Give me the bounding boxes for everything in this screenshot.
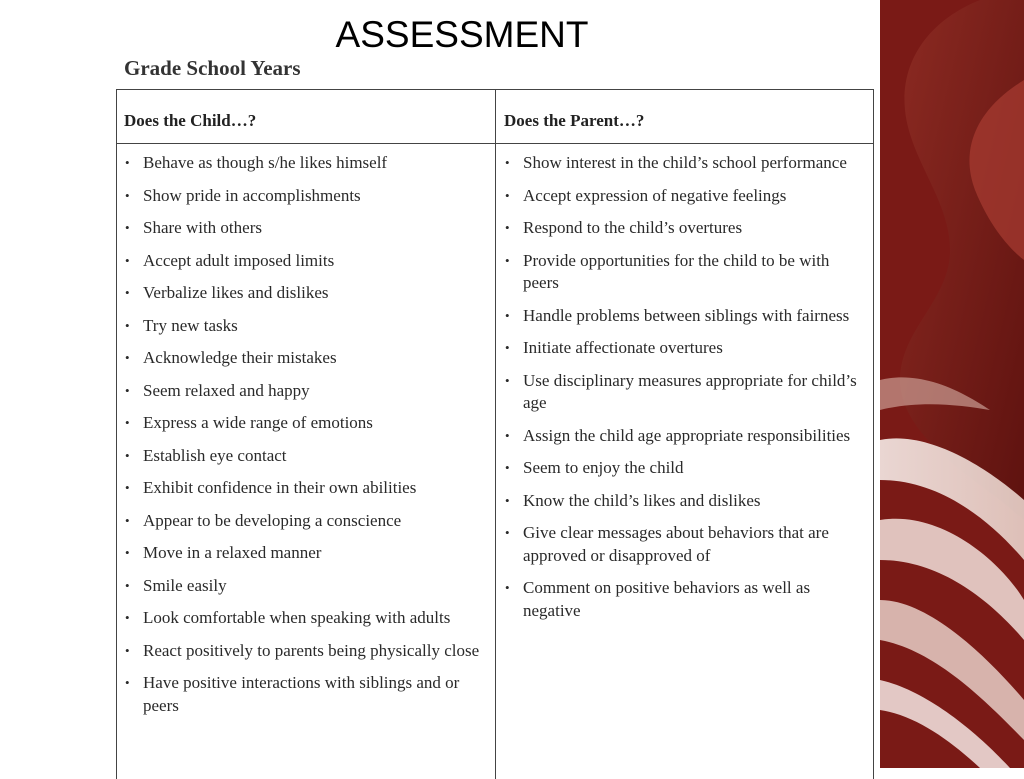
list-item: • Show interest in the child’s school performance (504, 152, 864, 175)
list-item: • Accept expression of negative feelings (504, 185, 864, 208)
child-column-header: Does the Child…? (124, 111, 257, 130)
list-item: • Share with others (124, 217, 490, 240)
parent-column-header: Does the Parent…? (504, 111, 645, 130)
list-item: • Try new tasks (124, 315, 490, 338)
assessment-table (116, 89, 874, 779)
list-item: • Initiate affectionate overtures (504, 337, 864, 360)
list-item: • Acknowledge their mistakes (124, 347, 490, 370)
list-item: • Comment on positive behaviors as well as negative (504, 577, 864, 622)
table-header-row (117, 90, 873, 144)
list-item: • Have positive interactions with siblings and or peers (124, 672, 490, 717)
list-item: • Show pride in accomplishments (124, 185, 490, 208)
list-item: • Give clear messages about behaviors that are approved or disapproved of (504, 522, 864, 567)
list-item: • Move in a relaxed manner (124, 542, 490, 565)
slide-title: ASSESSMENT (335, 14, 589, 55)
list-item: • Respond to the child’s overtures (504, 217, 864, 240)
parent-items-list (504, 152, 864, 632)
list-item: • Accept adult imposed limits (124, 250, 490, 273)
list-item: • Seem to enjoy the child (504, 457, 864, 480)
list-item: • Look comfortable when speaking with adults (124, 607, 490, 630)
list-item: • Behave as though s/he likes himself (124, 152, 490, 175)
list-item: • Appear to be developing a conscience (124, 510, 490, 533)
list-item: • Use disciplinary measures appropriate for child’s age (504, 370, 864, 415)
list-item: • Smile easily (124, 575, 490, 598)
column-divider (495, 90, 496, 779)
list-item: • Verbalize likes and dislikes (124, 282, 490, 305)
list-item: • Provide opportunities for the child to be with peers (504, 250, 864, 295)
list-item: • Seem relaxed and happy (124, 380, 490, 403)
list-item: • React positively to parents being physically close (124, 640, 490, 663)
list-item: • Know the child’s likes and dislikes (504, 490, 864, 513)
section-subtitle: Grade School Years (124, 56, 301, 80)
list-item: • Exhibit confidence in their own abilities (124, 477, 490, 500)
list-item: • Assign the child age appropriate responsibilities (504, 425, 864, 448)
list-item: • Express a wide range of emotions (124, 412, 490, 435)
list-item: • Handle problems between siblings with fairness (504, 305, 864, 328)
list-item: • Establish eye contact (124, 445, 490, 468)
child-items-list (124, 152, 490, 727)
